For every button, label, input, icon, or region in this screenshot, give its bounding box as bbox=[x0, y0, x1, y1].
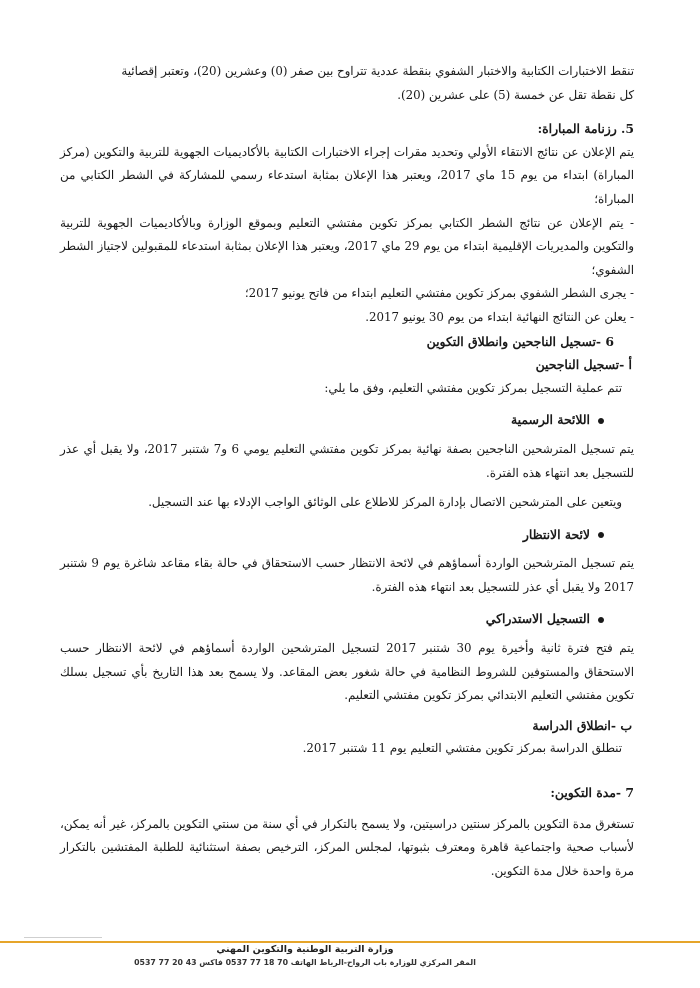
bullet-title: التسجيل الاستدراكي bbox=[485, 611, 590, 627]
section-5-heading: 5. رزنامة المباراة: bbox=[537, 121, 634, 137]
intro-paragraph-end: كل نقطة تقل عن خمسة (5) على عشرين (20). bbox=[397, 87, 634, 102]
bullet-dot-icon bbox=[598, 617, 604, 623]
footer-short-rule bbox=[24, 937, 102, 938]
section-6a-heading: أ -تسجيل الناجحين bbox=[535, 357, 632, 373]
section-6b-heading: ب -انطلاق الدراسة bbox=[532, 717, 632, 733]
section-7-heading: 7 -مدة التكوين: bbox=[550, 785, 634, 801]
section-7-paragraph: تستغرق مدة التكوين بالمركز سنتين دراسيتين، ولا يسمح بالتكرار في أي سنة من سنتي التكوين بالمركز، غير أنه يمكن، لأسباب صحية واجتماعية قاهرة ومعترف بثبوتها، لمجلس المركز، الترخيص بصفة استثنائية للطلبة المفتشين بالتكرار مرة واحدة خلال مدة التكوين. bbox=[60, 816, 634, 878]
section-5-paragraph-2: - يتم الإعلان عن نتائج الشطر الكتابي بمركز تكوين مفتشي التعليم وبموقع الوزارة وبالأكاديميات الجهوية للتربية والتكوين والمديريات الإقليمية ابتداء من يوم 29 ماي 2017، ويعتبر هذا الإعلان بمثابة استدعاء للمقبولين لاجتياز الشطر الشفوي؛ bbox=[60, 215, 634, 277]
bullet-title: لائحة الانتظار bbox=[522, 526, 590, 542]
remedial-registration-paragraph: يتم فتح فترة ثانية وأخيرة يوم 30 شتنبر 2017 لتسجيل المترشحين الواردة أسماؤهم في لائحة الانتظار حسب الاستحقاق والمستوفين للشروط النظامية في حالة شغور بعض المقاعد. ولا يسمح بعد هذا التاريخ بأي تسجيل بسلك تكوين مفتشي التعليم الابتدائي بمركز تكوين مفتشي التعليم. bbox=[60, 641, 634, 703]
section-5-paragraph-1: يتم الإعلان عن نتائج الانتقاء الأولي وتحديد مقرات إجراء الاختبارات الكتابية بالأكاديميات الجهوية للتربية والتكوين (مركز المباراة) ابتداء من يوم 15 ماي 2017، ويعتبر هذا الإعلان بمثابة استدعاء رسمي للمشاركة في الشطر الكتابي من المباراة؛ bbox=[60, 144, 634, 206]
bullet-title: اللائحة الرسمية bbox=[511, 412, 590, 428]
intro-paragraph: تنقط الاختبارات الكتابية والاختبار الشفوي بنقطة عددية تتراوح بين صفر (0) وعشرين (20)، وتعتبر إقصائية bbox=[121, 64, 634, 78]
waiting-list-paragraph: يتم تسجيل المترشحين الواردة أسماؤهم في لائحة الانتظار حسب الاستحقاق في حالة بقاء مقاعد شاغرة يوم 9 شتنبر 2017 ولا يقبل أي عذر للتسجيل بعد انتهاء هذه الفترة. bbox=[60, 556, 634, 594]
page-footer bbox=[60, 942, 550, 969]
section-6a-paragraph: تتم عملية التسجيل بمركز تكوين مفتشي التعليم، وفق ما يلي: bbox=[324, 380, 622, 395]
footer-address: المقر المركزي للوزارة باب الرواح-الرباط الهاتف 70 18 77 0537 فاكس 43 20 77 0537 bbox=[134, 958, 476, 967]
bullet-dot-icon bbox=[598, 532, 604, 538]
bullet-official-list bbox=[60, 408, 634, 432]
bullet-waiting-list bbox=[60, 523, 634, 547]
section-5-paragraph-4: - يعلن عن النتائج النهائية ابتداء من يوم 30 يونيو 2017. bbox=[365, 309, 634, 324]
document-body bbox=[60, 60, 634, 883]
bullet-dot-icon bbox=[598, 418, 604, 424]
section-6b-paragraph: تنطلق الدراسة بمركز تكوين مفتشي التعليم يوم 11 شتنبر 2017. bbox=[302, 741, 622, 756]
section-6-heading: 6 -تسجيل الناجحين وانطلاق التكوين bbox=[426, 333, 614, 349]
official-list-paragraph-2: ويتعين على المترشحين الاتصال بإدارة المركز للاطلاع على الوثائق الواجب الإدلاء بها عند التسجيل. bbox=[148, 495, 622, 510]
section-5-paragraph-3: - يجرى الشطر الشفوي بمركز تكوين مفتشي التعليم ابتداء من فاتح يونيو 2017؛ bbox=[244, 286, 634, 301]
official-list-paragraph-1: يتم تسجيل المترشحين الناجحين بصفة نهائية بمركز تكوين مفتشي التعليم يومي 6 و7 شتنبر 2017، ولا يقبل أي عذر للتسجيل بعد انتهاء هذه الفترة. bbox=[60, 441, 635, 480]
bullet-remedial-registration bbox=[60, 607, 634, 631]
footer-ministry-name: وزارة التربية الوطنية والتكوين المهني bbox=[216, 944, 394, 955]
